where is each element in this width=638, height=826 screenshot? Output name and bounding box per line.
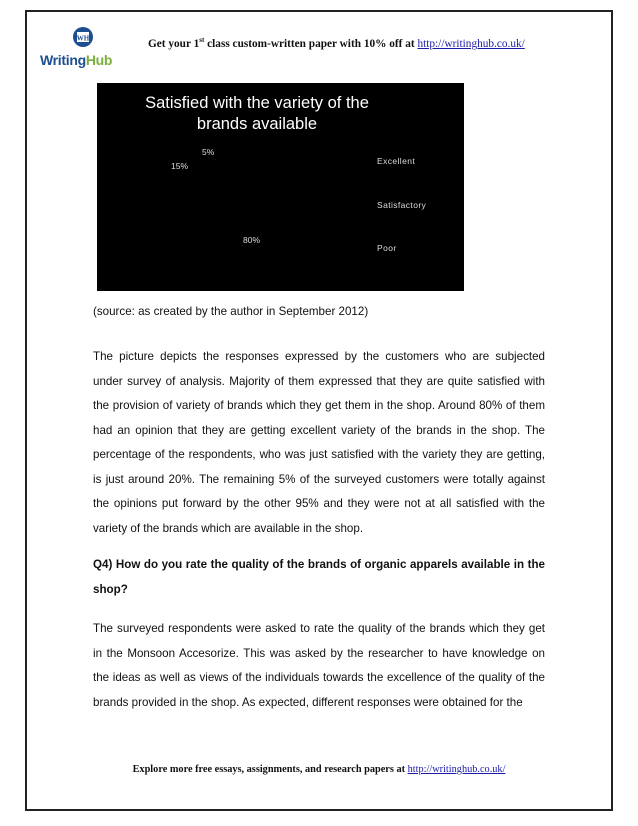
promo-pre: Get your 1 — [148, 37, 200, 50]
pie-chart — [97, 83, 464, 291]
logo-text-hub: Hub — [85, 52, 113, 68]
logo-text-writing: Writing — [40, 52, 86, 68]
page-footer — [0, 764, 638, 775]
header-promo — [148, 36, 525, 50]
data-label-excellent: 80% — [243, 235, 261, 245]
footer-link[interactable]: http://writinghub.co.uk/ — [407, 764, 506, 775]
promo-post: class custom-written paper with 10% off at — [204, 37, 418, 50]
page-header — [40, 24, 600, 74]
logo-badge-text: WH — [76, 34, 90, 43]
footer-text: Explore more free essays, assignments, and research papers at — [132, 764, 408, 775]
data-label-satisfactory: 15% — [171, 161, 189, 171]
writinghub-logo[interactable] — [40, 24, 130, 74]
data-label-poor: 5% — [202, 147, 215, 157]
promo-sup: st — [199, 36, 205, 44]
body-paragraph-2: The surveyed respondents were asked to rate the quality of the brands which they get in the Monsoon Accesorize. This was asked by the researcher to have knowledge on the ideas as well as views of the individuals towards the excellence of the quality of the brands provided in the shop. As expected, different responses were obtained for the — [93, 622, 545, 709]
legend-satisfactory: Satisfactory — [377, 200, 427, 210]
header-link[interactable]: http://writinghub.co.uk/ — [417, 37, 525, 50]
body-paragraph-1: The picture depicts the responses expressed by the customers who are subjected under survey of analysis. Majority of them expressed that they are quite satisfied with the provision of variety of brands which they get them in the shop. Around 80% of them had an opinion that they are getting excellent variety of the brands in the shop. The percentage of the respondents, who was just satisfied with the variety they are getting, is just around 20%. The remaining 5% of the surveyed customers were totally against the opinions put forward by the other 95% and they were not at all satisfied with the variety of the brands which are available in the shop. — [93, 350, 545, 535]
legend-excellent: Excellent — [377, 156, 416, 166]
chart-title: Satisfied with the variety of the brands available — [145, 94, 369, 133]
legend-poor: Poor — [377, 243, 397, 253]
pie-svg — [97, 83, 464, 291]
logo-badge-icon — [72, 26, 94, 48]
figure-source: (source: as created by the author in September 2012) — [93, 305, 369, 318]
logo-wordmark — [40, 52, 112, 68]
question-heading: Q4) How do you rate the quality of the brands of organic apparels available in the shop? — [93, 558, 545, 596]
